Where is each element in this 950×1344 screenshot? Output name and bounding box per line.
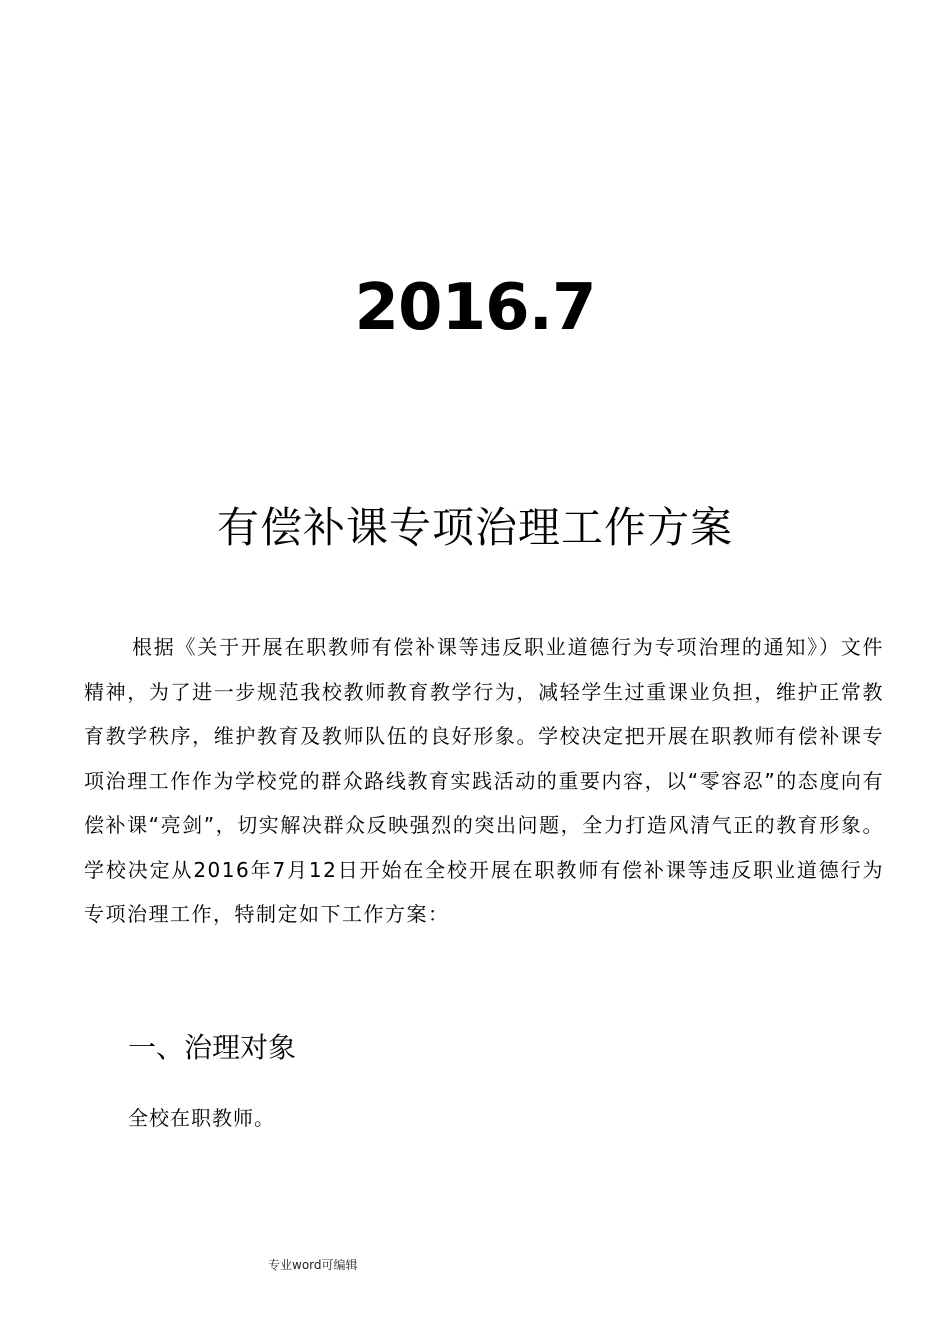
footer-note: 专业word可编辑 xyxy=(268,1258,358,1272)
section-text: 全校在职教师。 xyxy=(128,1106,275,1130)
document-title: 有偿补课专项治理工作方案 xyxy=(216,503,733,552)
section-heading: 一、治理对象 xyxy=(128,1031,297,1064)
date-heading: 2016.7 xyxy=(354,271,596,345)
intro-paragraph: 根据《关于开展在职教师有偿补课等违反职业道德行为专项治理的通知》）文件精神，为了进一步规范我校教师教育教学行为，减轻学生过重课业负担，维护正常教育教学秩序，维护教育及教师队伍的良好形象。学校决定把开展在职教师有偿补课专项治理工作作为学校党的群众路线教育实践活动的重要内容，以“零容忍”的态度向有偿补课“亮剑”，切实解决群众反映强烈的突出问题，全力打造风清气正的教育形象。学校决定从2016年7月12日开始在全校开展在职教师有偿补课等违反职业道德行为专项治理工作，特制定如下工作方案： xyxy=(84,635,884,926)
